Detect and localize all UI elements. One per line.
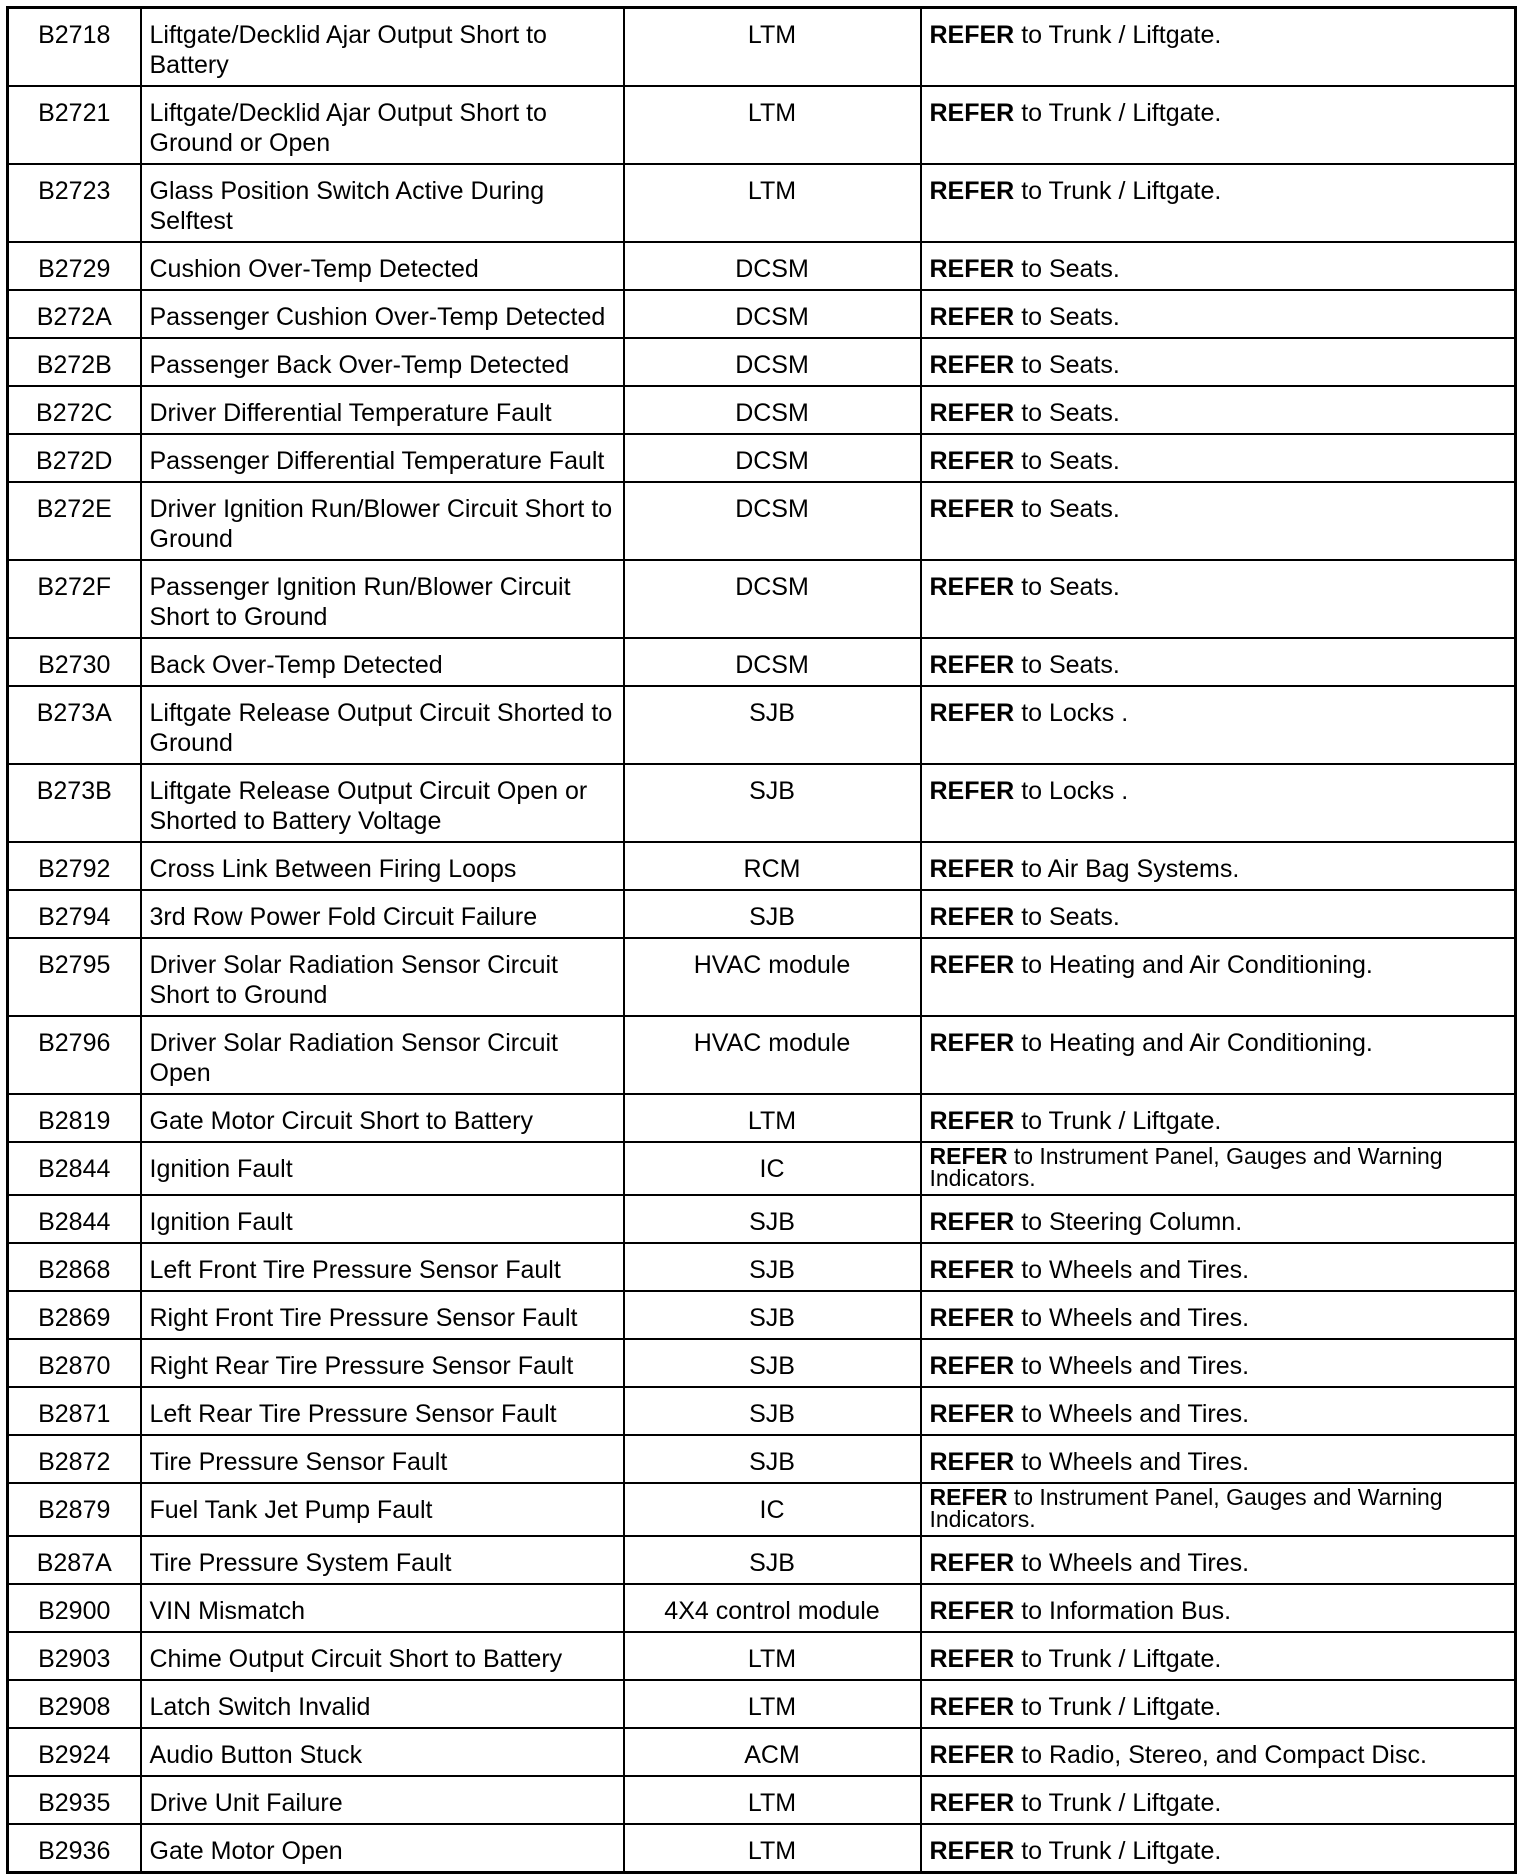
module-cell: LTM	[624, 164, 921, 242]
dtc-code-cell: B2871	[8, 1387, 141, 1435]
refer-target: to Seats.	[1021, 303, 1120, 331]
dtc-code-cell: B2900	[8, 1584, 141, 1632]
action-cell	[921, 1435, 1516, 1483]
refer-target: to Instrument Panel, Gauges and Warning Indicators.	[929, 1484, 1443, 1532]
dtc-code-cell: B2794	[8, 890, 141, 938]
module-cell: RCM	[624, 842, 921, 890]
dtc-code-cell: B2935	[8, 1776, 141, 1824]
refer-keyword: REFER	[929, 177, 1015, 205]
refer-target: to Radio, Stereo, and Compact Disc.	[1021, 1741, 1427, 1769]
dtc-code-cell: B2869	[8, 1291, 141, 1339]
table-row	[8, 1728, 1516, 1776]
action-cell	[921, 1339, 1516, 1387]
action-cell	[921, 1536, 1516, 1584]
refer-keyword: REFER	[929, 1645, 1015, 1673]
refer-keyword: REFER	[929, 855, 1015, 883]
dtc-description-cell: Gate Motor Circuit Short to Battery	[141, 1094, 624, 1142]
action-cell	[921, 1632, 1516, 1680]
table-row	[8, 8, 1516, 87]
dtc-code-cell: B272E	[8, 482, 141, 560]
refer-target: to Seats.	[1021, 495, 1120, 523]
module-cell: SJB	[624, 1195, 921, 1243]
table-row	[8, 638, 1516, 686]
dtc-description-cell: Cross Link Between Firing Loops	[141, 842, 624, 890]
refer-keyword: REFER	[929, 1693, 1015, 1721]
module-cell: SJB	[624, 1339, 921, 1387]
action-cell	[921, 8, 1516, 87]
dtc-description-cell: Left Rear Tire Pressure Sensor Fault	[141, 1387, 624, 1435]
refer-keyword: REFER	[929, 21, 1015, 49]
table-row	[8, 482, 1516, 560]
refer-target: to Wheels and Tires.	[1021, 1352, 1250, 1380]
refer-target: to Trunk / Liftgate.	[1021, 1107, 1222, 1135]
dtc-description-cell: Cushion Over-Temp Detected	[141, 242, 624, 290]
refer-keyword: REFER	[929, 303, 1015, 331]
table-row	[8, 386, 1516, 434]
module-cell: SJB	[624, 1536, 921, 1584]
refer-target: to Seats.	[1021, 351, 1120, 379]
module-cell: IC	[624, 1142, 921, 1195]
module-cell: DCSM	[624, 242, 921, 290]
refer-target: to Air Bag Systems.	[1021, 855, 1240, 883]
refer-keyword: REFER	[929, 903, 1015, 931]
refer-keyword: REFER	[929, 951, 1015, 979]
action-cell	[921, 842, 1516, 890]
dtc-description-cell: Driver Solar Radiation Sensor Circuit Short to Ground	[141, 938, 624, 1016]
action-cell	[921, 1094, 1516, 1142]
dtc-description-cell: Drive Unit Failure	[141, 1776, 624, 1824]
dtc-description-cell: Passenger Differential Temperature Fault	[141, 434, 624, 482]
refer-keyword: REFER	[929, 1352, 1015, 1380]
action-cell	[921, 686, 1516, 764]
dtc-description-cell: Chime Output Circuit Short to Battery	[141, 1632, 624, 1680]
refer-target: to Seats.	[1021, 651, 1120, 679]
dtc-description-cell: Liftgate Release Output Circuit Open or Shorted to Battery Voltage	[141, 764, 624, 842]
module-cell: SJB	[624, 1387, 921, 1435]
dtc-description-cell: Tire Pressure Sensor Fault	[141, 1435, 624, 1483]
dtc-code-cell: B2936	[8, 1824, 141, 1873]
refer-keyword: REFER	[929, 447, 1015, 475]
dtc-code-cell: B2872	[8, 1435, 141, 1483]
dtc-description-cell: Driver Ignition Run/Blower Circuit Short to Ground	[141, 482, 624, 560]
module-cell: HVAC module	[624, 1016, 921, 1094]
refer-keyword: REFER	[929, 399, 1015, 427]
dtc-description-cell: Right Rear Tire Pressure Sensor Fault	[141, 1339, 624, 1387]
module-cell: LTM	[624, 86, 921, 164]
action-cell	[921, 1387, 1516, 1435]
module-cell: LTM	[624, 1776, 921, 1824]
dtc-code-cell: B272F	[8, 560, 141, 638]
refer-keyword: REFER	[929, 699, 1015, 727]
dtc-code-cell: B2729	[8, 242, 141, 290]
action-cell	[921, 1195, 1516, 1243]
action-cell	[921, 386, 1516, 434]
dtc-code-cell: B2844	[8, 1195, 141, 1243]
refer-target: to Heating and Air Conditioning.	[1021, 1029, 1373, 1057]
refer-keyword: REFER	[929, 1484, 1008, 1510]
action-cell	[921, 434, 1516, 482]
table-row	[8, 560, 1516, 638]
refer-keyword: REFER	[929, 1837, 1015, 1865]
dtc-description-cell: VIN Mismatch	[141, 1584, 624, 1632]
dtc-table-body	[8, 8, 1516, 1873]
refer-keyword: REFER	[929, 1789, 1015, 1817]
dtc-code-cell: B2819	[8, 1094, 141, 1142]
dtc-code-cell: B2796	[8, 1016, 141, 1094]
refer-keyword: REFER	[929, 1400, 1015, 1428]
refer-target: to Heating and Air Conditioning.	[1021, 951, 1373, 979]
module-cell: LTM	[624, 1632, 921, 1680]
refer-target: to Seats.	[1021, 399, 1120, 427]
refer-target: to Information Bus.	[1021, 1597, 1232, 1625]
action-cell	[921, 560, 1516, 638]
refer-target: to Trunk / Liftgate.	[1021, 1789, 1222, 1817]
action-cell	[921, 1483, 1516, 1536]
dtc-description-cell: Driver Differential Temperature Fault	[141, 386, 624, 434]
action-cell	[921, 1584, 1516, 1632]
table-row	[8, 1824, 1516, 1873]
dtc-code-cell: B2723	[8, 164, 141, 242]
action-cell	[921, 1243, 1516, 1291]
refer-target: to Wheels and Tires.	[1021, 1304, 1250, 1332]
action-cell	[921, 638, 1516, 686]
module-cell: SJB	[624, 1243, 921, 1291]
action-cell	[921, 764, 1516, 842]
module-cell: DCSM	[624, 386, 921, 434]
refer-target: to Trunk / Liftgate.	[1021, 1837, 1222, 1865]
dtc-code-cell: B272C	[8, 386, 141, 434]
dtc-description-cell: Passenger Ignition Run/Blower Circuit Short to Ground	[141, 560, 624, 638]
module-cell: DCSM	[624, 482, 921, 560]
refer-target: to Trunk / Liftgate.	[1021, 1645, 1222, 1673]
dtc-code-cell: B2795	[8, 938, 141, 1016]
refer-keyword: REFER	[929, 351, 1015, 379]
module-cell: ACM	[624, 1728, 921, 1776]
refer-target: to Seats.	[1021, 255, 1120, 283]
module-cell: SJB	[624, 1435, 921, 1483]
table-row	[8, 1339, 1516, 1387]
dtc-code-cell: B272A	[8, 290, 141, 338]
table-row	[8, 890, 1516, 938]
action-cell	[921, 938, 1516, 1016]
dtc-description-cell: Driver Solar Radiation Sensor Circuit Open	[141, 1016, 624, 1094]
refer-target: to Wheels and Tires.	[1021, 1256, 1250, 1284]
table-row	[8, 434, 1516, 482]
dtc-code-cell: B272D	[8, 434, 141, 482]
table-row	[8, 290, 1516, 338]
refer-target: to Wheels and Tires.	[1021, 1549, 1250, 1577]
dtc-code-cell: B2924	[8, 1728, 141, 1776]
table-row	[8, 1680, 1516, 1728]
refer-target: to Trunk / Liftgate.	[1021, 1693, 1222, 1721]
module-cell: DCSM	[624, 338, 921, 386]
table-row	[8, 1632, 1516, 1680]
table-row	[8, 1195, 1516, 1243]
action-cell	[921, 1291, 1516, 1339]
dtc-code-cell: B2718	[8, 8, 141, 87]
action-cell	[921, 1776, 1516, 1824]
refer-target: to Trunk / Liftgate.	[1021, 99, 1222, 127]
action-cell	[921, 290, 1516, 338]
dtc-code-cell: B2879	[8, 1483, 141, 1536]
dtc-description-cell: Audio Button Stuck	[141, 1728, 624, 1776]
refer-target: to Wheels and Tires.	[1021, 1448, 1250, 1476]
table-row	[8, 1536, 1516, 1584]
refer-target: to Locks .	[1021, 777, 1129, 805]
refer-keyword: REFER	[929, 1107, 1015, 1135]
module-cell: DCSM	[624, 560, 921, 638]
refer-target: to Locks .	[1021, 699, 1129, 727]
refer-keyword: REFER	[929, 573, 1015, 601]
refer-keyword: REFER	[929, 1208, 1015, 1236]
dtc-code-cell: B287A	[8, 1536, 141, 1584]
table-row	[8, 86, 1516, 164]
dtc-description-cell: Tire Pressure System Fault	[141, 1536, 624, 1584]
dtc-code-cell: B2903	[8, 1632, 141, 1680]
dtc-code-cell: B273A	[8, 686, 141, 764]
dtc-code-cell: B273B	[8, 764, 141, 842]
table-row	[8, 1142, 1516, 1195]
action-cell	[921, 890, 1516, 938]
refer-target: to Trunk / Liftgate.	[1021, 21, 1222, 49]
refer-target: to Seats.	[1021, 573, 1120, 601]
table-row	[8, 1016, 1516, 1094]
refer-keyword: REFER	[929, 651, 1015, 679]
table-row	[8, 1483, 1516, 1536]
dtc-code-cell: B2792	[8, 842, 141, 890]
refer-target: to Seats.	[1021, 903, 1120, 931]
action-cell	[921, 242, 1516, 290]
module-cell: SJB	[624, 764, 921, 842]
dtc-description-cell: Ignition Fault	[141, 1195, 624, 1243]
action-cell	[921, 1680, 1516, 1728]
action-cell	[921, 1824, 1516, 1873]
dtc-code-cell: B2870	[8, 1339, 141, 1387]
action-cell	[921, 1016, 1516, 1094]
refer-target: to Seats.	[1021, 447, 1120, 475]
dtc-description-cell: Back Over-Temp Detected	[141, 638, 624, 686]
dtc-code-cell: B272B	[8, 338, 141, 386]
action-cell	[921, 86, 1516, 164]
refer-keyword: REFER	[929, 1741, 1015, 1769]
table-row	[8, 842, 1516, 890]
module-cell: DCSM	[624, 434, 921, 482]
table-row	[8, 1094, 1516, 1142]
dtc-description-cell: Latch Switch Invalid	[141, 1680, 624, 1728]
refer-target: to Instrument Panel, Gauges and Warning Indicators.	[929, 1143, 1443, 1191]
dtc-description-cell: Glass Position Switch Active During Selftest	[141, 164, 624, 242]
dtc-table	[6, 6, 1517, 1874]
table-row	[8, 164, 1516, 242]
table-row	[8, 764, 1516, 842]
module-cell: LTM	[624, 1094, 921, 1142]
table-row	[8, 1387, 1516, 1435]
refer-keyword: REFER	[929, 99, 1015, 127]
module-cell: SJB	[624, 890, 921, 938]
table-row	[8, 686, 1516, 764]
module-cell: DCSM	[624, 638, 921, 686]
dtc-description-cell: Left Front Tire Pressure Sensor Fault	[141, 1243, 624, 1291]
dtc-description-cell: Fuel Tank Jet Pump Fault	[141, 1483, 624, 1536]
action-cell	[921, 164, 1516, 242]
module-cell: LTM	[624, 1824, 921, 1873]
table-row	[8, 938, 1516, 1016]
action-cell	[921, 338, 1516, 386]
table-row	[8, 1243, 1516, 1291]
table-row	[8, 1435, 1516, 1483]
dtc-description-cell: Passenger Cushion Over-Temp Detected	[141, 290, 624, 338]
dtc-description-cell: Ignition Fault	[141, 1142, 624, 1195]
dtc-description-cell: Liftgate/Decklid Ajar Output Short to Ground or Open	[141, 86, 624, 164]
dtc-code-cell: B2721	[8, 86, 141, 164]
module-cell: LTM	[624, 8, 921, 87]
module-cell: HVAC module	[624, 938, 921, 1016]
action-cell	[921, 482, 1516, 560]
module-cell: DCSM	[624, 290, 921, 338]
module-cell: SJB	[624, 1291, 921, 1339]
dtc-description-cell: Passenger Back Over-Temp Detected	[141, 338, 624, 386]
refer-target: to Steering Column.	[1021, 1208, 1243, 1236]
dtc-code-cell: B2868	[8, 1243, 141, 1291]
refer-keyword: REFER	[929, 255, 1015, 283]
table-row	[8, 1584, 1516, 1632]
table-row	[8, 1291, 1516, 1339]
action-cell	[921, 1142, 1516, 1195]
dtc-code-cell: B2844	[8, 1142, 141, 1195]
dtc-description-cell: Gate Motor Open	[141, 1824, 624, 1873]
refer-target: to Trunk / Liftgate.	[1021, 177, 1222, 205]
refer-keyword: REFER	[929, 495, 1015, 523]
refer-keyword: REFER	[929, 1143, 1008, 1169]
dtc-description-cell: Liftgate/Decklid Ajar Output Short to Battery	[141, 8, 624, 87]
refer-target: to Wheels and Tires.	[1021, 1400, 1250, 1428]
table-row	[8, 338, 1516, 386]
action-cell	[921, 1728, 1516, 1776]
table-row	[8, 242, 1516, 290]
refer-keyword: REFER	[929, 1549, 1015, 1577]
table-row	[8, 1776, 1516, 1824]
dtc-code-cell: B2730	[8, 638, 141, 686]
dtc-description-cell: Right Front Tire Pressure Sensor Fault	[141, 1291, 624, 1339]
dtc-description-cell: Liftgate Release Output Circuit Shorted to Ground	[141, 686, 624, 764]
module-cell: 4X4 control module	[624, 1584, 921, 1632]
refer-keyword: REFER	[929, 1029, 1015, 1057]
dtc-description-cell: 3rd Row Power Fold Circuit Failure	[141, 890, 624, 938]
refer-keyword: REFER	[929, 1256, 1015, 1284]
dtc-code-cell: B2908	[8, 1680, 141, 1728]
module-cell: LTM	[624, 1680, 921, 1728]
refer-keyword: REFER	[929, 1597, 1015, 1625]
refer-keyword: REFER	[929, 777, 1015, 805]
refer-keyword: REFER	[929, 1304, 1015, 1332]
refer-keyword: REFER	[929, 1448, 1015, 1476]
module-cell: SJB	[624, 686, 921, 764]
module-cell: IC	[624, 1483, 921, 1536]
